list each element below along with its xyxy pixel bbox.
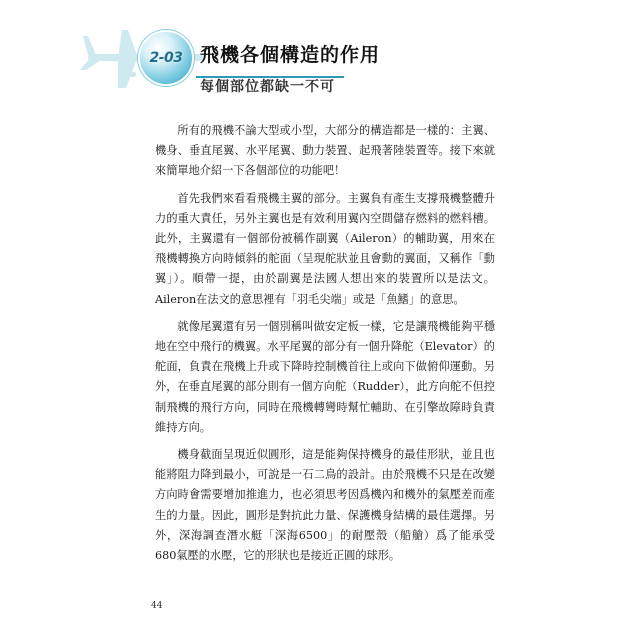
section-number: 2-03 bbox=[149, 50, 183, 66]
body-text bbox=[155, 121, 495, 573]
paragraph-fuselage: 機身截面呈現近似圓形，這是能夠保持機身的最佳形狀，並且也能將阻力降到最小，可說是一石二鳥的設計。由於飛機不只是在改變方向時會需要增加推進力，也必須思考因爲機內和機外的氣壓差而產生的力量。因此，圓形是對抗此力量、保護機身結構的最佳選擇。另外，深海調查潛水艇「深海6500」的耐壓殼（船艙）爲了能承受680氣壓的水壓，它的形狀也是接近正圓的球形。 bbox=[155, 448, 495, 563]
section-number-badge bbox=[138, 30, 194, 86]
paragraph-main-wing: 首先我們來看看飛機主翼的部分。主翼負有產生支撐飛機整體升力的重大責任，另外主翼也是有效利用翼內空間儲存燃料的燃料槽。此外，主翼還有一個部份被稱作副翼（Aileron）的輔助翼，用來在飛機轉換方向時傾斜的舵面（呈現舵狀並且會動的翼面，又稱作「動翼」）。順帶一提，由於副翼是法國人想出來的裝置所以是法文。Aileron在法文的意思裡有「羽毛尖端」或是「魚鰭」的意思。 bbox=[155, 191, 495, 306]
paragraph-tail: 就像尾翼還有另一個別稱叫做安定板一樣，它是讓飛機能夠平穩地在空中飛行的機翼。水平尾翼的部分有一個升降舵（Elevator）的舵面，負責在飛機上升或下降時控制機首往上或向下做俯仰運動。另外，在垂直尾翼的部分則有一個方向舵（Rudder），此方向舵不但控制飛機的飛行方向，同時在飛機轉彎時幫忙輔助、在引擎故障時負責維持方向。 bbox=[155, 319, 495, 434]
section-title: 飛機各個構造的作用 bbox=[200, 44, 381, 66]
page-number: 44 bbox=[151, 601, 163, 611]
section-subtitle: 每個部位都缺一不可 bbox=[200, 79, 335, 95]
paragraph-intro: 所有的飛機不論大型或小型，大部分的構造都是一樣的：主翼、機身、垂直尾翼、水平尾翼、動力裝置、起飛著陸裝置等。接下來就來簡單地介紹一下各個部位的功能吧！ bbox=[155, 124, 495, 178]
